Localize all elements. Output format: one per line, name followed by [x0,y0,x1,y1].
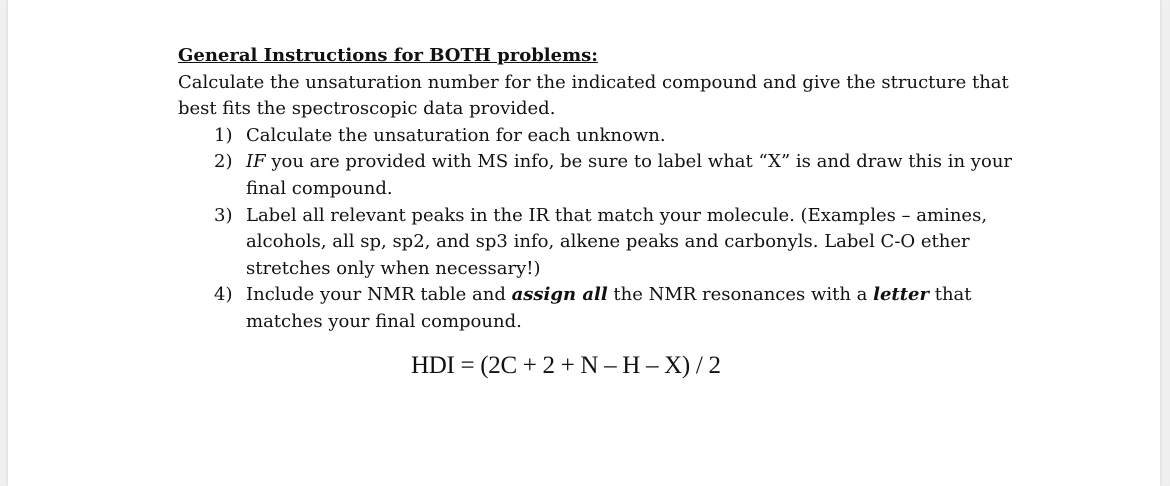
item-emphasis: IF [246,151,266,173]
item-text: you are provided with MS info, be sure to label what “X” is and draw this in your final compound. [246,151,1013,199]
hdi-formula: HDI = (2C + 2 + N – H – X) / 2 [411,352,721,379]
item-number: 2) [214,151,233,173]
item-emphasis: assign all [511,284,608,306]
item-emphasis: letter [873,284,929,306]
item-number: 3) [214,204,233,226]
item-text: Include your NMR table and [246,284,512,306]
intro-paragraph: Calculate the unsaturation number for the indicated compound and give the structure that best fits the spectroscopic data provided. [178,71,1009,120]
item-text: Label all relevant peaks in the IR that match your molecule. (Examples – amines, alcohols, all sp, sp2, and sp3 info, alkene peaks and carbonyls. Label C-O ether stretches only when necessary!) [246,204,988,279]
instructions [178,43,1018,336]
list-item [178,282,1018,335]
item-text: the NMR resonances with a [607,284,874,306]
item-number: 4) [214,284,233,306]
heading: General Instructions for BOTH problems: [178,45,598,66]
item-text: Calculate the unsaturation for each unknown. [246,124,666,146]
list-item [178,149,1018,202]
document-page [8,0,1160,486]
item-number: 1) [214,124,233,146]
list-item [178,123,1018,150]
item-text: that matches your final compound. [246,284,972,332]
list-item [178,203,1018,283]
instruction-list [178,123,1018,336]
